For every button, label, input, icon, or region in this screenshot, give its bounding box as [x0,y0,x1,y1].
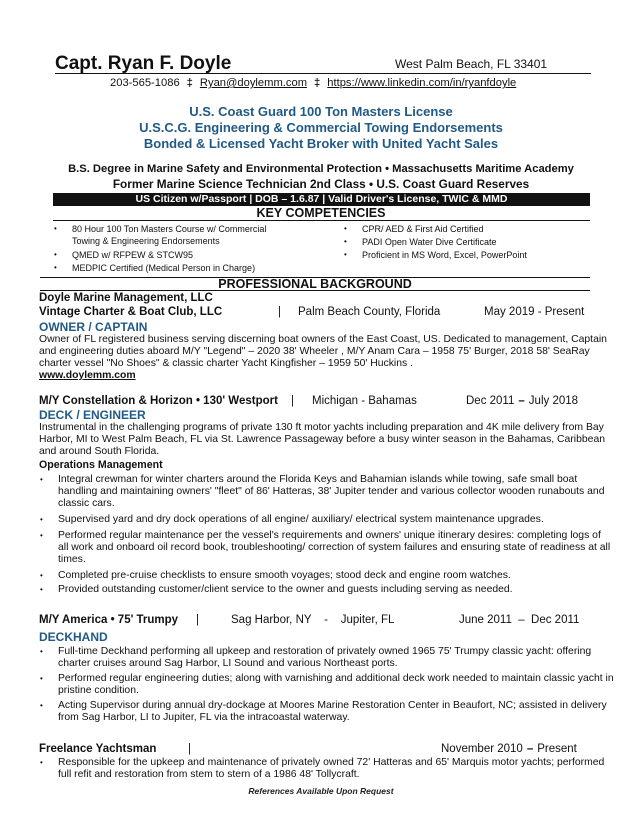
date-start: Dec 2011 [466,395,515,407]
competency-item [54,223,267,235]
company-name: Freelance Yachtsman [39,743,157,755]
bullet-text: Completed pre-cruise checklists to ensure smooth voyages; stood deck and engine room watches. [58,570,511,581]
bullet-item [40,646,614,670]
job-role: DECK / ENGINEER [39,408,146,422]
date-start: November 2010 [441,743,523,755]
license-line: U.S. Coast Guard 100 Ton Masters License [189,104,453,119]
references-note: References Available Upon Request [248,786,394,796]
job-role: OWNER / CAPTAIN [39,320,148,334]
bullet-icon: • [40,515,43,524]
competency-text: 80 Hour 100 Ton Masters Course w/ Commercial [72,224,267,234]
job-description: Owner of FL registered business serving discerning boat owners of the East Coast, US. Dedicated to management, Captain and engineering duties aboard M/Y "Legend" – 2020 38' Wheeler , M/Y Anam Cara – 1958 75' Burger, 2018 58' SeaRay charter vessel "No Shoes" & classic charter Yacht Kingfisher – 1959 50' Huckins . [39,334,607,369]
bullet-icon: • [40,674,43,683]
bullet-text: Integral crewman for winter charters around the Florida Keys and Bahamian islands while towing, safe small boat handling and maintaining owners' "fleet" of 86' Hatteras, 38' Jupiter tender and various collector wooden runabouts and classic cars. [58,474,605,509]
competency-item [344,223,484,235]
bullet-item [40,530,614,565]
credentials-bar: US Citizen w/Passport | DOB – 1.6.87 | Valid Driver's License, TWIC & MMD [53,193,590,206]
bullet-icon: • [344,250,347,259]
linkedin-link[interactable]: https://www.linkedin.com/in/ryanfdoyle [327,77,517,89]
bullet-icon: • [54,263,57,272]
bullet-text: Performed regular maintenance per the vessel's requirements and owners' unique itinerary desires: completing logs of all work and onboard oil record book, troubleshooting/ correction of system failures and ensuring state of readiness at all times. [58,530,611,565]
competency-item-continued [72,235,220,247]
bullet-item [40,673,614,697]
competency-text: QMED w/ RFPEW & STCW95 [72,250,194,260]
job-location: Palm Beach County, Florida [298,306,441,318]
job-description: Instrumental in the challenging programs of private 130 ft motor yachts including preparation and 4K mile delivery from Bay Harbor, MI to West Palm Beach, FL via St. Lawrence Passageway before a busy winter season in the Bahamas, Caribbean and around South Florida. [39,422,605,457]
job-dates: June 2011 – Dec 2011 [459,614,580,626]
license-line: Bonded & Licensed Yacht Broker with United Yacht Sales [143,136,499,151]
bullet-item [40,474,614,509]
competency-item [344,236,497,248]
bullet-icon: • [54,224,57,233]
company-name: Vintage Charter & Boat Club, LLC [39,306,223,318]
date-dash: – [526,743,534,755]
bullet-item [40,514,614,526]
bullet-icon: • [344,224,347,233]
phone-number: 203-565-1086 [110,77,180,89]
competency-text: CPR/ AED & First Aid Certified [362,224,484,234]
job-dates [441,743,577,755]
competency-text: MEDPIC Certified (Medical Person in Charge) [72,263,256,273]
header-divider [55,73,591,74]
competency-item [54,262,256,274]
section-title: PROFESSIONAL BACKGROUND [40,277,590,291]
bullet-text: Responsible for the upkeep and maintenance of privately owned 72' Hatteras and 65' Marquis motor yachts; performed full refit and restoration from stem to stern of a 1986 48' Tollycraft. [58,757,605,780]
website-link[interactable]: www.doylemm.com [39,370,136,381]
competency-text: Towing & Engineering Endorsements [72,236,220,246]
date-end: July 2018 [528,395,579,407]
bullet-icon: • [40,585,43,594]
job-role: DECKHAND [39,630,108,644]
bullet-icon: • [54,250,57,259]
competency-item [54,249,194,261]
company-name: M/Y America • 75' Trumpy [39,614,179,626]
bullet-text: Full-time Deckhand performing all upkeep and restoration of privately owned 1965 75' Trumpy classic yacht: offering charter cruises around Sag Harbor, LI Sound and various Northeast ports. [58,646,592,669]
company-name: Doyle Marine Management, LLC [39,292,213,304]
bullet-item [40,570,614,582]
bullet-text: Provided outstanding customer/client service to the owner and guests including serving as needed. [58,584,513,595]
header-location: West Palm Beach, FL 33401 [395,57,548,71]
bullet-icon: • [40,475,43,484]
bullet-icon: • [40,758,43,767]
job-location: Sag Harbor, NY - Jupiter, FL [231,614,395,626]
separator: ‡ [186,77,193,89]
job-location: Michigan - Bahamas [312,395,417,407]
company-name: M/Y Constellation & Horizon • 130' Westport [39,395,278,407]
competency-text: Proficient in MS Word, Excel, PowerPoint [362,250,527,260]
bullet-text: Performed regular engineering duties; along with varnishing and additional deck work needed to maintain classic yacht in pristine condition. [58,673,614,696]
key-competencies-title: KEY COMPETENCIES [256,206,386,220]
resume-name: Capt. Ryan F. Doyle [55,53,232,74]
education-line: B.S. Degree in Marine Safety and Environmental Protection • Massachusetts Maritime Academy [68,163,574,175]
pipe-separator: | [278,306,281,318]
contact-line [110,77,516,89]
bullet-item [40,584,614,596]
bullet-item [40,700,614,724]
license-line: U.S.C.G. Engineering & Commercial Towing Endorsements [139,120,503,135]
job-dates: May 2019 - Present [484,306,585,318]
competency-item [344,249,527,261]
bullet-icon: • [40,531,43,540]
education-line: Former Marine Science Technician 2nd Class • U.S. Coast Guard Reserves [112,177,530,191]
bullet-icon: • [40,647,43,656]
bullet-icon: • [344,237,347,246]
pipe-separator: | [188,743,191,755]
date-dash: – [518,395,525,407]
bullet-text: Supervised yard and dry dock operations of all engine/ auxiliary/ electrical system maintenance upgrades. [58,514,544,525]
section-divider [53,220,590,221]
bullet-icon: • [40,571,43,580]
pipe-separator: | [291,395,294,407]
separator: ‡ [314,77,321,89]
competency-text: PADI Open Water Dive Certificate [362,237,497,247]
sub-heading: Operations Management [39,459,163,471]
date-end: Present [537,743,577,755]
bullet-item [40,757,614,781]
job-dates [466,395,578,407]
bullet-icon: • [40,701,43,710]
bullet-text: Acting Supervisor during annual dry-dockage at Moores Marine Restoration Center in Beaufort, NC; assisted in delivery from Sag Harbor, LI to Jupiter, FL via the intracoastal waterway. [58,700,607,723]
email-link[interactable]: Ryan@doylemm.com [199,77,308,89]
pipe-separator: | [196,614,199,626]
